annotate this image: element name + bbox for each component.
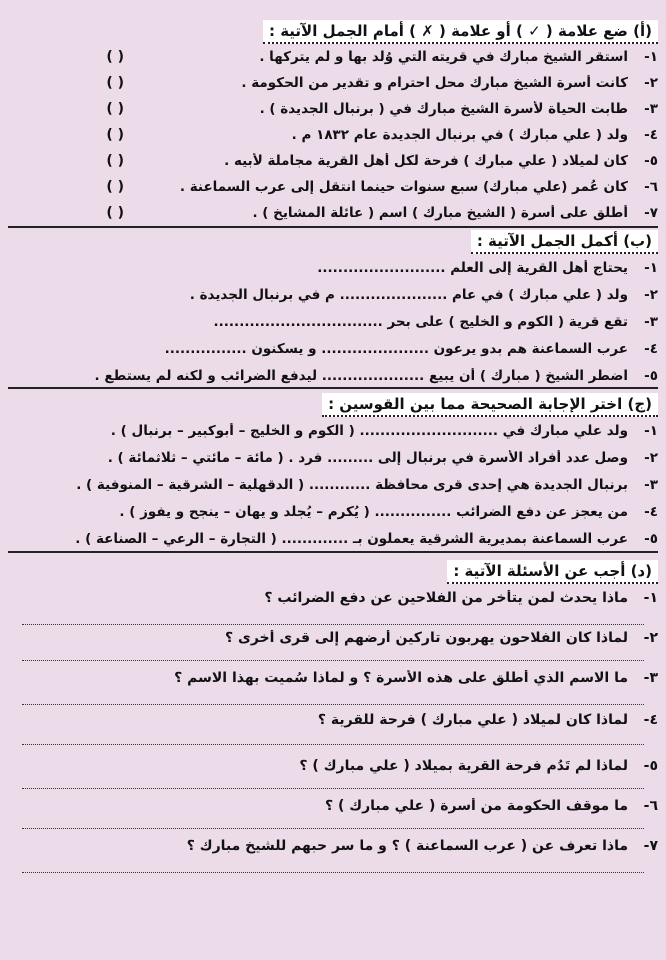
item-number: ٥- (644, 530, 658, 547)
question-4 (8, 712, 658, 728)
section-b-title: (ب) أكمل الجمل الآتية : (471, 230, 658, 254)
section-a-title: (أ) ضع علامة ( ✓ ) أو علامة ( ✗ ) أمام الجمل الآتية : (263, 20, 658, 44)
question-6 (8, 798, 658, 814)
answer-line[interactable] (22, 704, 644, 705)
list-item (8, 417, 658, 444)
answer-parens[interactable]: ( ) (106, 153, 124, 169)
answer-line[interactable] (22, 828, 644, 829)
item-number: ٣- (644, 313, 658, 330)
item-number: ١- (644, 422, 658, 439)
item-number: ٥- (644, 367, 658, 384)
question-2 (8, 630, 658, 646)
list-item (8, 308, 658, 335)
statement-text: أطلق على أسرة ( الشيخ مبارك ) اسم ( عائلة المشايخ ) . (252, 205, 628, 221)
section-b-header (8, 230, 658, 254)
list-item (8, 670, 658, 686)
item-number: ٧- (643, 838, 658, 854)
item-number: ١- (644, 259, 658, 276)
section-c (8, 393, 658, 552)
choice-text[interactable]: برنبال الجديدة هي إحدى قرى محافظة ............ ( الدقهلية – الشرقية – المنوفية ) . (76, 476, 628, 493)
list-item (8, 362, 658, 389)
item-number: ٢- (644, 449, 658, 466)
list-item (8, 444, 658, 471)
section-c-title: (ج) اختر الإجابة الصحيحة مما بين القوسين : (322, 393, 658, 417)
choice-text[interactable]: من يعجز عن دفع الضرائب ............... ( يُكرم – يُجلد و يهان – ينجح و يفوز ) . (119, 503, 628, 520)
list-item (8, 712, 658, 728)
statement-text: كانت أسرة الشيخ مبارك محل احترام و تقدير من الحكومة . (241, 75, 628, 91)
answer-parens[interactable]: ( ) (106, 127, 124, 143)
answer-line[interactable] (22, 660, 644, 661)
list-item (8, 96, 658, 122)
section-b (8, 230, 658, 389)
item-number: ٢- (644, 75, 658, 91)
item-number: ٣- (644, 101, 658, 117)
answer-parens[interactable]: ( ) (106, 75, 124, 91)
question-text: ماذا تعرف عن ( عرب السماعنة ) ؟ و ما سر حبهم للشيخ مبارك ؟ (186, 838, 628, 854)
answer-parens[interactable]: ( ) (106, 101, 124, 117)
list-item (8, 174, 658, 200)
item-number: ١- (644, 49, 658, 65)
item-number: ١- (643, 590, 658, 606)
question-text: لماذا كان لميلاد ( علي مبارك ) فرحة للقرية ؟ (317, 712, 628, 728)
item-number: ٢- (643, 630, 658, 646)
item-number: ٣- (644, 476, 658, 493)
section-d-title: (د) أجب عن الأسئلة الآتية : (447, 560, 658, 584)
question-text: ماذا يحدث لمن يتأخر من الفلاحين عن دفع الضرائب ؟ (264, 590, 628, 606)
fill-in-text[interactable]: ولد ( علي مبارك ) في عام ..................... م في برنبال الجديدة . (189, 286, 628, 303)
question-3 (8, 670, 658, 686)
statement-text: ولد ( علي مبارك ) في برنبال الجديدة عام ١٨٣٢ م . (291, 127, 628, 143)
question-text: ما الاسم الذي أطلق على هذه الأسرة ؟ و لماذا سُميت بهذا الاسم ؟ (174, 670, 628, 686)
fill-in-text[interactable]: تقع قرية ( الكوم و الخليج ) على بحر ................................. (213, 313, 628, 330)
list-item (8, 798, 658, 814)
list-item (8, 122, 658, 148)
section-divider (8, 226, 658, 228)
section-a-header (8, 20, 658, 44)
section-divider (8, 551, 658, 553)
item-number: ٥- (644, 153, 658, 169)
section-a (8, 20, 658, 226)
section-c-header (8, 393, 658, 417)
question-7 (8, 838, 658, 854)
answer-line[interactable] (22, 788, 644, 789)
fill-in-text[interactable]: عرب السماعنة هم بدو يرعون ..................... و يسكنون ................ (164, 340, 628, 357)
item-number: ٤- (644, 340, 658, 357)
section-divider (8, 387, 658, 389)
answer-line[interactable] (22, 872, 644, 873)
choice-text[interactable]: ولد علي مبارك في ........................... ( الكوم و الخليج – أبوكبير – برنبال ) . (110, 422, 628, 439)
item-number: ٥- (643, 758, 658, 774)
statement-text: استقر الشيخ مبارك في قريته التي وُلد بها و لم يتركها . (259, 49, 628, 65)
answer-line[interactable] (22, 624, 644, 625)
section-d (8, 560, 658, 584)
list-item (8, 838, 658, 854)
fill-in-text[interactable]: اضطر الشيخ ( مبارك ) أن يبيع .................... ليدفع الضرائب و لكنه لم يستطع . (94, 367, 628, 384)
answer-parens[interactable]: ( ) (106, 179, 124, 195)
list-item (8, 148, 658, 174)
list-item (8, 254, 658, 281)
list-item (8, 525, 658, 552)
item-number: ٤- (644, 503, 658, 520)
list-item (8, 758, 658, 774)
item-number: ٧- (644, 205, 658, 221)
question-5 (8, 758, 658, 774)
choice-text[interactable]: عرب السماعنة بمديرية الشرقية يعملون بـ ............. ( التجارة – الرعي – الصناعة ) . (75, 530, 628, 547)
statement-text: كان لميلاد ( علي مبارك ) فرحة لكل أهل القرية مجاملة لأبيه . (224, 153, 628, 169)
list-item (8, 200, 658, 226)
fill-in-text[interactable]: يحتاج أهل القرية إلى العلم ......................... (317, 259, 628, 276)
question-text: لماذا لم تَدُم فرحة القرية بميلاد ( علي مبارك ) ؟ (299, 758, 628, 774)
answer-line[interactable] (22, 744, 644, 745)
statement-text: طابت الحياة لأسرة الشيخ مبارك في ( برنبال الجديدة ) . (259, 101, 628, 117)
answer-parens[interactable]: ( ) (106, 205, 124, 221)
section-d-header (8, 560, 658, 584)
list-item (8, 471, 658, 498)
question-text: لماذا كان الفلاحون يهربون تاركين أرضهم إلى قرى أخرى ؟ (225, 630, 628, 646)
choice-text[interactable]: وصل عدد أفراد الأسرة في برنبال إلى ......... فرد . ( مائة – مائتي – ثلاثمائة ) . (107, 449, 628, 466)
list-item (8, 630, 658, 646)
list-item (8, 590, 658, 606)
list-item (8, 498, 658, 525)
list-item (8, 70, 658, 96)
item-number: ٦- (644, 179, 658, 195)
answer-parens[interactable]: ( ) (106, 49, 124, 65)
item-number: ٦- (643, 798, 658, 814)
item-number: ٤- (644, 127, 658, 143)
list-item (8, 281, 658, 308)
list-item (8, 44, 658, 70)
statement-text: كان عُمر (علي مبارك) سبع سنوات حينما انتقل إلى عرب السماعنة . (179, 179, 628, 195)
item-number: ٢- (644, 286, 658, 303)
question-1 (8, 590, 658, 606)
list-item (8, 335, 658, 362)
question-text: ما موقف الحكومة من أسرة ( علي مبارك ) ؟ (325, 798, 628, 814)
item-number: ٣- (643, 670, 658, 686)
section-a-list (8, 44, 658, 226)
item-number: ٤- (643, 712, 658, 728)
